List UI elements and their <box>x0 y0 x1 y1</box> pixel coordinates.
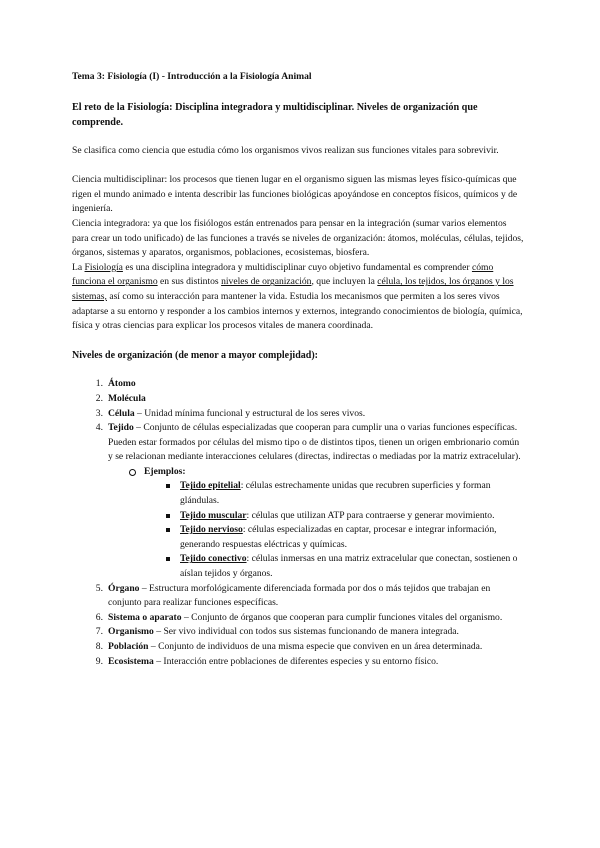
level-item <box>72 625 524 640</box>
level-name: Órgano <box>108 582 140 594</box>
level-name: Molécula <box>108 392 146 404</box>
example-name: Tejido conectivo <box>180 553 247 565</box>
level-number: 1. <box>95 378 103 390</box>
square-bullet-icon <box>166 514 170 518</box>
examples-label: Ejemplos: <box>144 465 186 477</box>
level-desc: – Conjunto de células especializadas que cooperan para cumplir una o varias funciones específicas. Pueden estar formados por células del mismo tipo o de distintos tipos, tienen un origen embrionario común y se relacionan mediante interacciones celulares (directas, indirectas o mediadas por la matriz extracelular). <box>108 422 521 463</box>
level-number: 2. <box>95 392 103 404</box>
example-name: Tejido nervioso <box>180 524 243 536</box>
example-item <box>72 523 524 552</box>
square-bullet-icon <box>166 557 170 561</box>
example-desc: : células que utilizan ATP para contraerse y generar movimiento. <box>246 509 495 521</box>
level-desc: – Conjunto de órganos que cooperan para cumplir funciones vitales del organismo. <box>181 611 503 623</box>
level-number: 8. <box>95 641 103 652</box>
level-name: Organismo <box>108 626 154 638</box>
example-item <box>72 509 524 524</box>
p4-text-e: en sus distintos <box>157 276 222 288</box>
level-item <box>72 421 524 465</box>
levels-list <box>72 377 524 465</box>
level-item <box>72 407 524 422</box>
paragraph-definition: Se clasifica como ciencia que estudia cómo los organismos vivos realizan sus funciones vitales para sobrevivir. <box>72 144 499 156</box>
section-subtitle: El reto de la Fisiología: Disciplina integradora y multidisciplinar. Niveles de organización que comprende. <box>72 101 478 128</box>
example-item <box>72 479 524 508</box>
p4-underline-organismo: cómo funciona el organismo <box>72 261 494 288</box>
hollow-bullet-icon <box>129 469 136 476</box>
document-page <box>72 70 524 669</box>
levels-list-continued <box>72 582 524 670</box>
levels-heading: Niveles de organización (de menor a mayor complejidad): <box>72 349 318 361</box>
level-desc: – Unidad mínima funcional y estructural de los seres vivos. <box>134 407 366 419</box>
level-number: 4. <box>95 422 103 434</box>
p4-underline-fisiologia: Fisiología <box>84 261 123 273</box>
level-number: 9. <box>95 655 103 667</box>
level-desc: – Conjunto de individuos de una misma especie que conviven en un área determinada. <box>148 641 483 652</box>
level-name: Sistema o aparato <box>108 611 182 623</box>
paragraph-integradora: Ciencia integradora: ya que los fisiólogos están entrenados para pensar en la integración (sumar varios elementos para crear un todo unificado) de las funciones a través se niveles de organización: átomos, moléculas, células, tejidos, órganos, sistemas y aparatos, organismos, poblaciones, ecosistemas, biosfera. <box>72 217 524 259</box>
level-item <box>72 392 524 407</box>
level-name: Célula <box>108 407 135 419</box>
level-number: 3. <box>95 407 103 419</box>
p4-text-g: , que incluyen la <box>311 276 378 288</box>
p4-underline-celula: célula, los tejidos, los órganos y los sistemas, <box>72 276 514 302</box>
examples-header <box>72 465 524 480</box>
p4-text-a: La <box>72 261 85 273</box>
level-name: Átomo <box>108 378 136 390</box>
p4-underline-niveles: niveles de organización <box>221 276 312 288</box>
paragraph-fisiologia <box>72 261 524 334</box>
example-desc: : células especializadas en captar, procesar e integrar información, generando respuestas eléctricas y químicas. <box>180 524 497 550</box>
example-desc: : células inmersas en una matriz extracelular que conectan, sostienen o aíslan tejidos y órganos. <box>180 553 518 580</box>
level-name: Población <box>108 641 149 652</box>
level-item <box>72 640 524 655</box>
level-item <box>72 377 524 392</box>
level-name: Tejido <box>108 422 134 434</box>
level-item <box>72 655 524 670</box>
level-number: 6. <box>95 611 103 623</box>
p4-text-i: así como su interacción para mantener la vida. Estudia los mecanismos que permiten a los seres vivos adaptarse a su entorno y responder a los cambios internos y externos, integrando conocimientos de biología, química, física y otras ciencias para explicar los procesos vitales de manera coordinada. <box>72 290 523 332</box>
p4-text-c: es una disciplina integradora y multidisciplinar cuyo objetivo fundamental es comprender <box>122 261 472 273</box>
level-desc: – Ser vivo individual con todos sus sistemas funcionando de manera integrada. <box>153 626 459 638</box>
paragraph-multidisciplinar: Ciencia multidisciplinar: los procesos que tienen lugar en el organismo siguen las mismas leyes físico-químicas que rigen el mundo animado e intenta describir las funciones biológicas apoyándose en conceptos físicos, químicos y de ingeniería. <box>72 174 518 215</box>
example-name: Tejido epitelial <box>180 480 241 492</box>
square-bullet-icon <box>166 484 170 488</box>
document-title: Tema 3: Fisiología (I) - Introducción a la Fisiología Animal <box>72 71 312 82</box>
level-item <box>72 582 524 611</box>
example-desc: : células estrechamente unidas que recubren superficies y forman glándulas. <box>180 480 491 507</box>
example-item <box>72 552 524 581</box>
level-item <box>72 611 524 626</box>
level-number: 5. <box>95 582 103 594</box>
level-number: 7. <box>95 626 103 638</box>
example-name: Tejido muscular <box>180 509 247 521</box>
level-desc: – Estructura morfológicamente diferenciada formada por dos o más tejidos que trabajan en conjunto para realizar funciones específicas. <box>108 582 491 609</box>
square-bullet-icon <box>166 528 170 532</box>
level-name: Ecosistema <box>108 655 154 667</box>
level-desc: – Interacción entre poblaciones de diferentes especies y su entorno físico. <box>153 655 439 667</box>
